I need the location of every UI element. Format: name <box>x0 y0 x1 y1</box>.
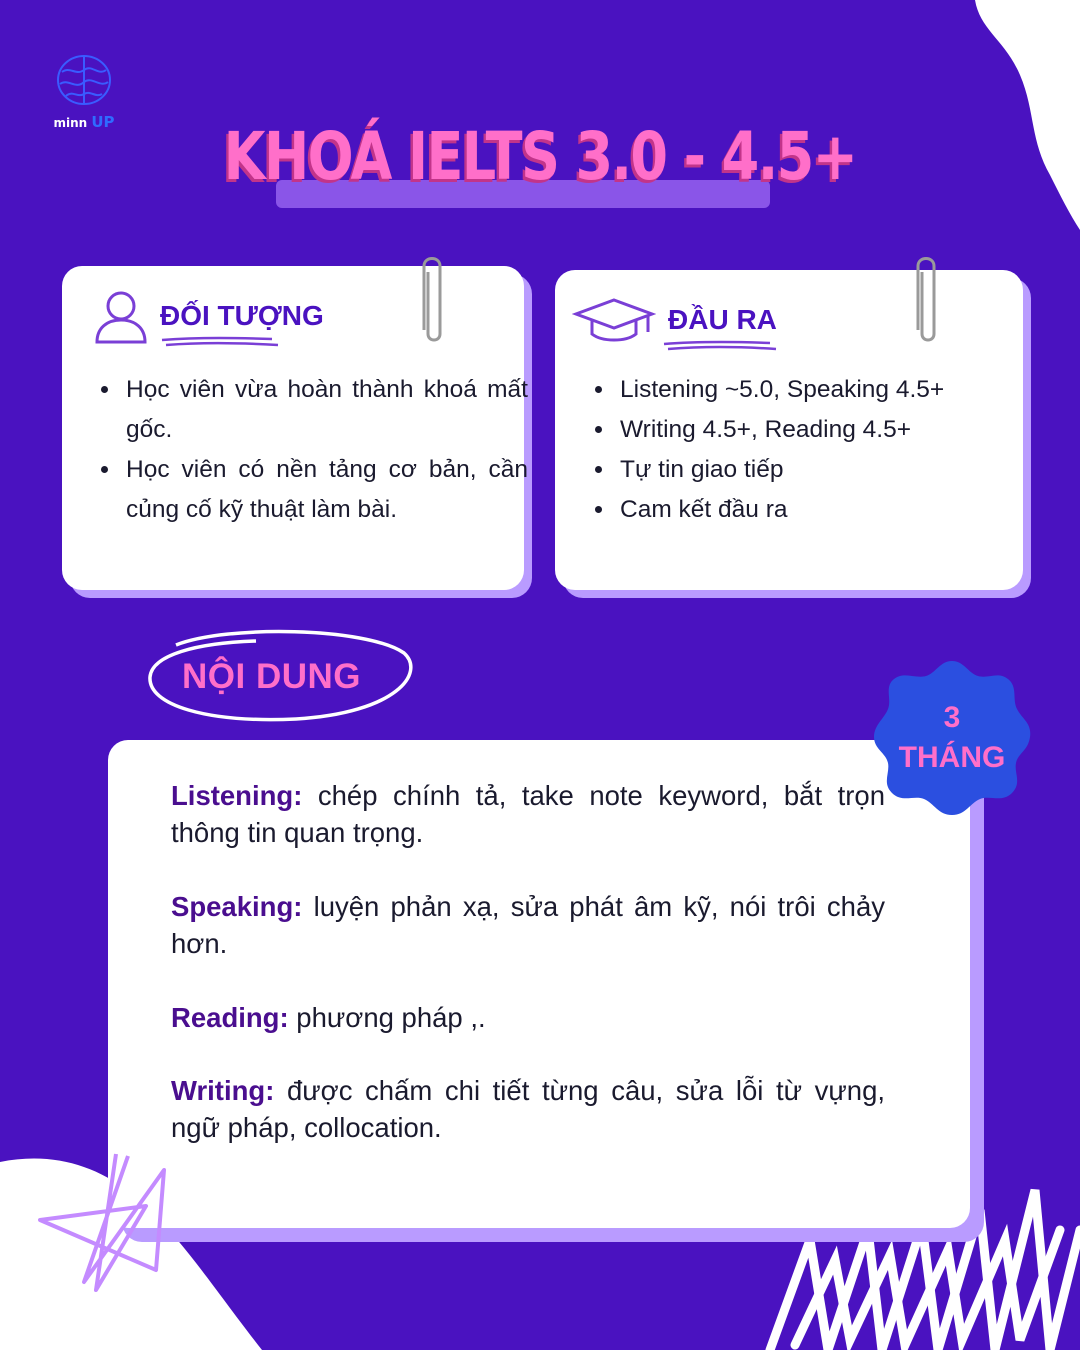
list-item: • Tự tin giao tiếp <box>616 450 1036 490</box>
page-title: KHOÁ IELTS 3.0 - 4.5+ <box>223 118 857 195</box>
paperclip-icon <box>910 250 942 344</box>
outcome-list <box>592 370 1036 530</box>
audience-heading: ĐỐI TƯỢNG <box>160 300 324 331</box>
list-item: • Học viên vừa hoàn thành khoá mất gốc. <box>122 370 528 450</box>
content-listening: Listening: chép chính tả, take note keyword, bắt trọn thông tin quan trọng. <box>171 780 885 848</box>
list-item: • Writing 4.5+, Reading 4.5+ <box>616 410 1036 450</box>
paperclip-icon <box>416 250 448 344</box>
duration-text: 3 THÁNG <box>898 701 1006 774</box>
list-item: • Học viên có nền tảng cơ bản, cần củng cố kỹ thuật làm bài. <box>122 450 528 530</box>
heading-underline <box>662 340 778 354</box>
logo-text: minn UP <box>53 113 115 131</box>
graduation-cap-icon <box>572 296 656 344</box>
outcome-heading: ĐẦU RA <box>668 304 777 335</box>
content-writing: Writing: được chấm chi tiết từng câu, sửa lỗi từ vựng, ngữ pháp, collocation. <box>171 1075 886 1143</box>
content-reading: Reading: phương pháp ,. <box>171 1002 486 1033</box>
user-icon <box>93 288 149 346</box>
content-speaking: Speaking: luyện phản xạ, sửa phát âm kỹ, nói trôi chảy hơn. <box>171 891 885 959</box>
heading-underline <box>160 336 280 350</box>
list-item: • Listening ~5.0, Speaking 4.5+ <box>616 370 1036 410</box>
brain-icon <box>54 52 114 110</box>
audience-list <box>98 370 528 530</box>
content-heading: NỘI DUNG <box>182 657 361 696</box>
list-item: • Cam kết đầu ra <box>616 490 1036 530</box>
star-doodle-icon <box>36 1150 172 1296</box>
